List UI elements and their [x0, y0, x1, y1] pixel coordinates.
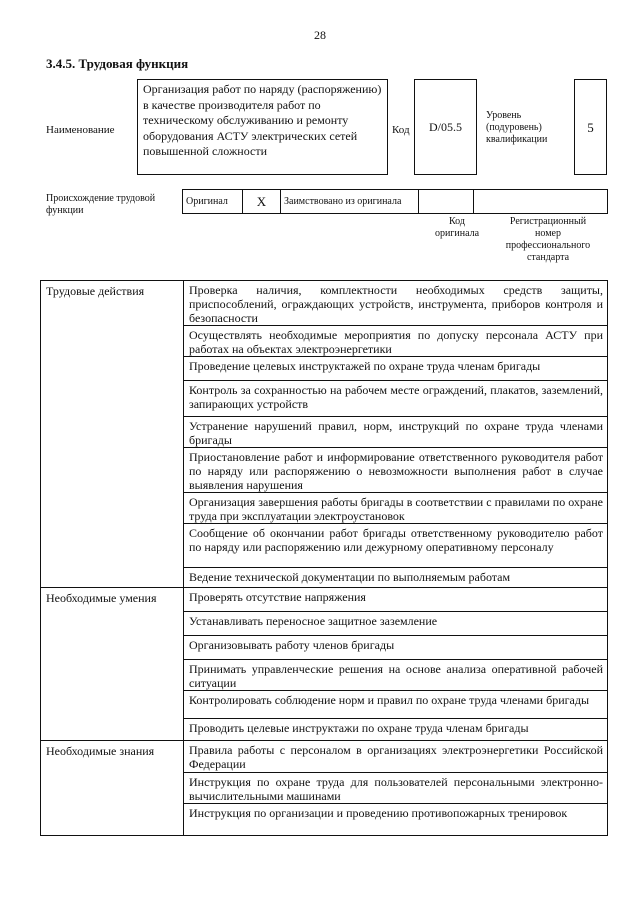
level-box — [574, 79, 607, 175]
function-name: Организация работ по наряду (распоряжению) в качестве производителя работ по техническому обслуживанию и ремонту оборудования АСТУ электрических сетей повышенной сложности — [143, 82, 382, 158]
section-title: Необходимые умения — [41, 588, 184, 741]
section-item: Контролировать соблюдение норм и правил по охране труда членами бригады — [184, 691, 608, 719]
page-number: 28 — [314, 28, 326, 42]
borrowed-label: Заимствовано из оригинала — [284, 196, 402, 207]
section-item: Правила работы с персоналом в организациях электроэнергетики Российской Федерации — [184, 741, 608, 773]
section-item: Ведение технической документации по выполняемым работам — [184, 568, 608, 588]
table-row — [41, 281, 608, 326]
section-title: Трудовые действия — [41, 281, 184, 588]
section-item: Приостановление работ и информирование ответственного руководителя работ по наряду или распоряжению о невозможности выполнения работ в случае выявления нарушения — [184, 448, 608, 493]
table-row — [41, 588, 608, 612]
section-item: Организация завершения работы бригады в соответствии с правилами по охране труда при эксплуатации электроустановок — [184, 493, 608, 524]
section-item: Проверка наличия, комплектности необходимых средств защиты, приспособлений, ограждающих устройств, инструмента, приборов контроля и безопасности — [184, 281, 608, 326]
original-code-cell — [419, 190, 474, 214]
reg-caption: Регистрационный номер профессионального стандарта — [505, 216, 591, 263]
section-item: Принимать управленческие решения на основе анализа оперативной рабочей ситуации — [184, 660, 608, 691]
function-name-box — [137, 79, 388, 175]
section-item: Проведение целевых инструктажей по охране труда членам бригады — [184, 357, 608, 381]
code-label: Код — [392, 124, 410, 136]
section-heading: 3.4.5. Трудовая функция — [46, 56, 189, 71]
table-row — [41, 741, 608, 773]
code-caption: Код оригинала — [434, 216, 480, 239]
section-item: Устранение нарушений правил, норм, инструкций по охране труда членами бригады — [184, 417, 608, 448]
original-mark: X — [256, 194, 267, 209]
details-table-body — [41, 281, 608, 836]
code-box — [414, 79, 477, 175]
section-item: Сообщение об окончании работ бригады ответственному руководителю работ по наряду или распоряжению или дежурному оперативному персоналу — [184, 524, 608, 568]
section-title: Необходимые знания — [41, 741, 184, 836]
reg-number-cell — [474, 190, 608, 214]
section-item: Проводить целевые инструктажи по охране труда членам бригады — [184, 719, 608, 741]
section-item: Осуществлять необходимые мероприятия по допуску персонала АСТУ при работах на объектах электроэнергетики — [184, 326, 608, 357]
name-label: Наименование — [46, 124, 115, 136]
section-item: Устанавливать переносное защитное заземление — [184, 612, 608, 636]
level-value: 5 — [587, 120, 594, 135]
level-label: Уровень (подуровень) квалификации — [486, 110, 548, 145]
origin-table — [182, 189, 608, 214]
original-label-cell — [183, 190, 243, 214]
section-item: Инструкция по организации и проведению противопожарных тренировок — [184, 804, 608, 836]
section-item: Проверять отсутствие напряжения — [184, 588, 608, 612]
borrowed-label-cell — [281, 190, 419, 214]
section-item: Инструкция по охране труда для пользователей персональными электронно-вычислительными машинами — [184, 773, 608, 804]
code-value: D/05.5 — [429, 120, 462, 134]
section-item: Контроль за сохранностью на рабочем месте ограждений, плакатов, заземлений, запирающих устройств — [184, 381, 608, 417]
origin-label: Происхождение трудовой функции — [46, 193, 156, 216]
function-details-table — [40, 280, 608, 836]
original-label: Оригинал — [186, 196, 228, 207]
original-mark-cell — [243, 190, 281, 214]
section-item: Организовывать работу членов бригады — [184, 636, 608, 660]
